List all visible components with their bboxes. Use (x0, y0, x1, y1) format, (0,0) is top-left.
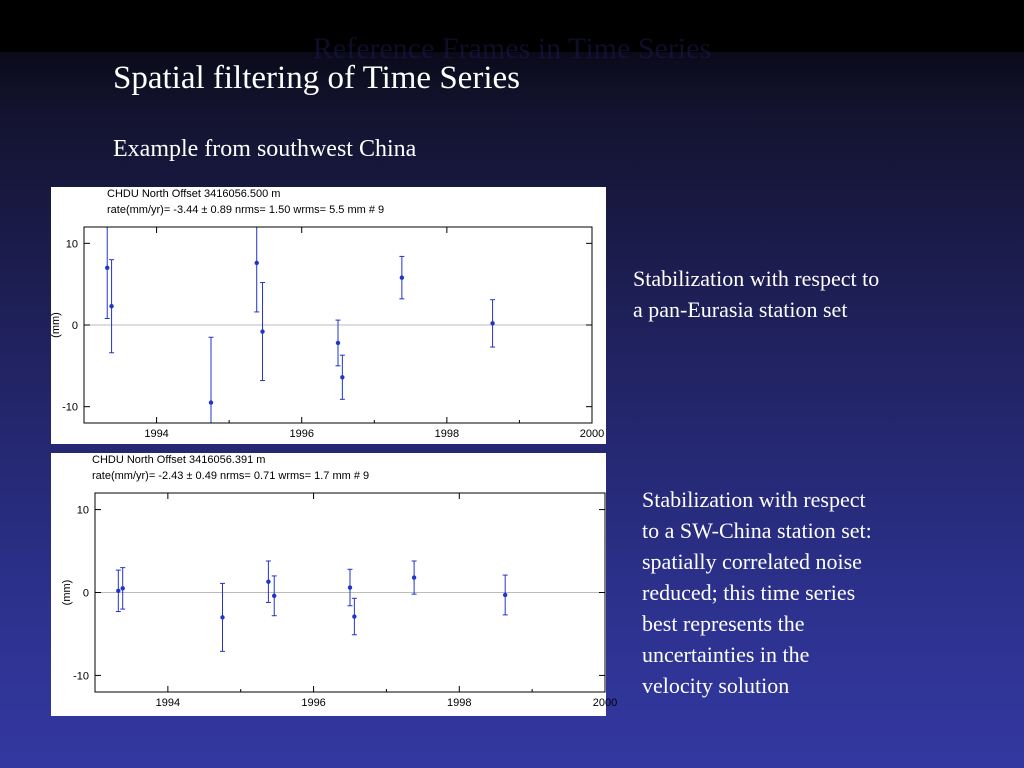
data-point (260, 329, 264, 333)
y-tick-label: 0 (82, 587, 89, 600)
data-point (400, 275, 404, 279)
caption-bottom-line: reduced; this time series (642, 580, 856, 605)
chart-pan-eurasia (51, 187, 606, 444)
chart-panel-sw-china (51, 453, 618, 716)
x-tick-label: 1996 (289, 428, 314, 440)
background-title: Reference Frames in Time Series (312, 32, 712, 65)
chart-sw-china (51, 453, 618, 716)
x-tick-label: 1994 (155, 697, 181, 709)
data-point (255, 261, 259, 265)
y-tick-label: -10 (73, 670, 89, 683)
y-tick-label: 10 (65, 238, 78, 251)
x-tick-label: 2000 (579, 428, 605, 440)
data-point (348, 585, 352, 589)
chart-header-line2: rate(mm/yr)= -3.44 ± 0.89 nrms= 1.50 wrms= 5.5 mm # 9 (107, 204, 385, 216)
chart-header-line1: CHDU North Offset 3416056.500 m (107, 188, 281, 200)
chart-header-line2: rate(mm/yr)= -2.43 ± 0.49 nrms= 0.71 wrms= 1.7 mm # 9 (92, 470, 370, 482)
data-point (120, 586, 124, 590)
x-tick-label: 1998 (434, 428, 460, 440)
caption-top-line: Stabilization with respect to (633, 266, 880, 291)
data-point (105, 266, 109, 270)
slide-subtitle: Example from southwest China (113, 136, 417, 162)
caption-bottom-line: Stabilization with respect (642, 487, 866, 512)
caption-bottom-line: best represents the (642, 611, 805, 636)
y-tick-label: -10 (62, 401, 78, 414)
data-point (340, 375, 344, 379)
caption-bottom-line: uncertainties in the (642, 642, 810, 667)
data-point (109, 304, 113, 308)
caption-bottom-line: velocity solution (642, 673, 790, 698)
chart-header-line1: CHDU North Offset 3416056.391 m (92, 454, 266, 466)
data-point (209, 400, 213, 404)
y-axis-label: (mm) (50, 312, 62, 338)
data-point (266, 580, 270, 584)
data-point (352, 614, 356, 618)
data-point (336, 341, 340, 345)
chart-panel-pan-eurasia (51, 187, 606, 444)
x-tick-label: 2000 (592, 697, 618, 709)
y-axis-label: (mm) (61, 579, 73, 606)
data-point (220, 615, 224, 619)
caption-top (633, 263, 879, 325)
y-tick-label: 0 (71, 320, 78, 332)
caption-bottom-line: to a SW-China station set: (642, 518, 872, 543)
caption-bottom-line: spatially correlated noise (642, 549, 862, 574)
data-point (490, 321, 494, 325)
data-point (503, 593, 507, 597)
data-point (272, 594, 276, 598)
x-tick-label: 1998 (447, 697, 472, 709)
x-tick-label: 1994 (144, 428, 169, 440)
x-tick-label: 1996 (301, 697, 326, 709)
caption-bottom (642, 484, 872, 701)
y-tick-label: 10 (76, 504, 89, 517)
caption-top-line: a pan-Eurasia station set (633, 297, 848, 322)
data-point (412, 575, 416, 579)
data-point (116, 589, 120, 593)
slide-title: Spatial filtering of Time Series (113, 60, 520, 96)
